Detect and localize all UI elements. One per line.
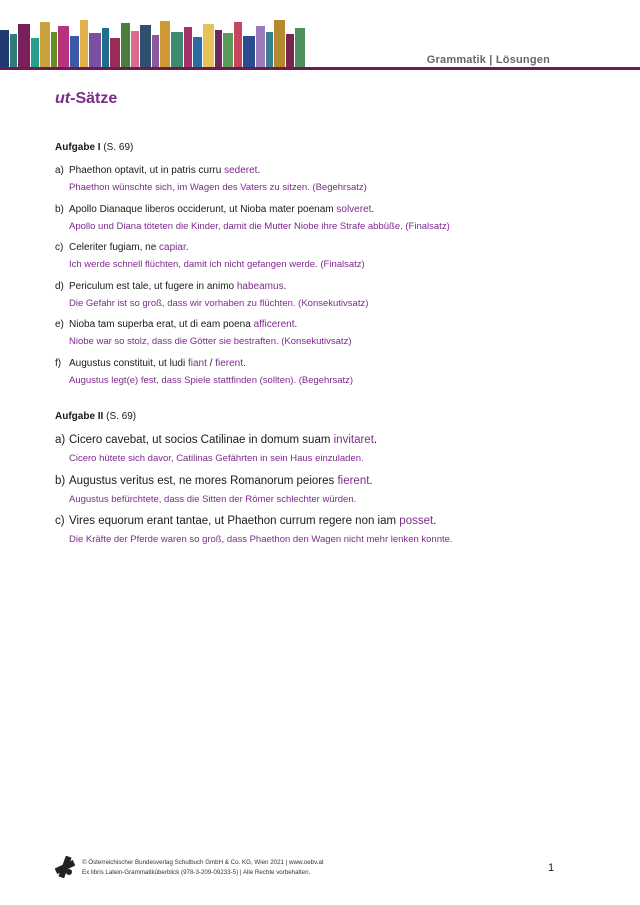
german-translation: Apollo und Diana töteten die Kinder, damit die Mutter Niobe ihre Strafe abbüße. (Finalsatz) <box>69 220 450 232</box>
book-spine <box>234 22 242 68</box>
latin-text: Nioba tam superba erat, ut di eam poena <box>69 319 254 331</box>
latin-sentence <box>69 281 286 292</box>
item-label: a) <box>55 165 64 176</box>
verb-form: invitaret <box>333 434 374 446</box>
latin-text: Cicero cavebat, ut socios Catilinae in domum suam <box>69 434 334 446</box>
item-label: b) <box>55 203 64 215</box>
sentence-end: . <box>371 203 375 215</box>
verb-form: habeamus <box>236 280 284 292</box>
book-spine <box>121 23 130 68</box>
verb-form: fierent <box>215 358 244 369</box>
header-title: Grammatik | Lösungen <box>426 54 550 66</box>
book-spine <box>184 27 192 68</box>
bookshelf-decoration <box>0 18 330 68</box>
book-spine <box>80 20 88 68</box>
verb-form: solveret <box>336 203 372 215</box>
book-spine <box>40 22 50 68</box>
german-translation: Ich werde schnell flüchten, damit ich nicht gefangen werde. (Finalsatz) <box>69 259 365 271</box>
book-spine <box>256 26 265 68</box>
footer-text <box>82 858 324 878</box>
book-spine <box>203 24 214 68</box>
latin-sentence <box>69 242 189 253</box>
book-spine <box>152 35 159 68</box>
german-translation: Die Kräfte der Pferde waren so groß, dass Phaethon den Wagen nicht mehr lenken konnte. <box>69 534 453 545</box>
book-spine <box>89 33 101 68</box>
latin-sentence <box>69 475 373 487</box>
latin-text: Apollo Dianaque liberos occiderunt, ut Nioba mater poenam <box>69 203 337 215</box>
book-spine <box>131 31 139 68</box>
sentence-end: . <box>369 474 373 487</box>
item-label: c) <box>55 515 65 527</box>
german-translation: Die Gefahr ist so groß, dass wir vorhaben zu flüchten. (Konsekutivsatz) <box>69 297 369 309</box>
german-translation: Augustus legt(e) fest, dass Spiele stattfinden (sollten). (Begehrsatz) <box>69 375 354 386</box>
page-number: 1 <box>548 862 555 874</box>
german-translation: Augustus befürchtete, dass die Sitten der Römer schlechter würden. <box>69 493 357 505</box>
latin-sentence <box>69 165 260 176</box>
item-label: c) <box>55 242 64 254</box>
latin-sentence <box>69 358 246 369</box>
latin-text: Augustus veritus est, ne mores Romanorum peiores <box>69 474 338 487</box>
verb-form: posset <box>399 515 434 527</box>
latin-text: Periculum est tale, ut fugere in animo <box>69 280 237 292</box>
item-label: e) <box>55 319 64 331</box>
german-translation: Phaethon wünschte sich, im Wagen des Vaters zu sitzen. (Begehrsatz) <box>69 182 367 193</box>
latin-text: Phaethon optavit, ut in patris curru <box>69 165 225 176</box>
page-footer <box>55 856 595 886</box>
latin-sentence <box>69 319 297 330</box>
book-spine <box>274 20 285 68</box>
sentence-end: . <box>257 165 261 176</box>
german-translation: Niobe war so stolz, dass die Götter sie bestraften. (Konsekutivsatz) <box>69 336 352 348</box>
title-rest: -Sätze <box>70 90 118 107</box>
book-spine <box>171 32 183 68</box>
german-translation: Cicero hütete sich davor, Catilinas Gefährten in sein Haus einzuladen. <box>69 453 364 464</box>
publisher-logo-icon <box>55 856 75 878</box>
item-label: a) <box>55 434 66 446</box>
latin-sentence <box>69 515 436 527</box>
book-spine <box>140 25 151 68</box>
verb-form: fierent <box>337 474 370 487</box>
sentence-end: . <box>294 319 298 331</box>
book-spine <box>58 26 69 68</box>
book-spine <box>223 33 233 68</box>
latin-text: Augustus constituit, ut ludi <box>69 358 188 369</box>
title-italic: ut <box>55 90 71 107</box>
verb-form: fiant <box>187 358 207 369</box>
book-spine <box>243 36 255 68</box>
verb-form: capiar <box>159 242 186 254</box>
latin-sentence <box>69 434 377 446</box>
book-spine <box>18 24 30 68</box>
book-spine <box>193 37 202 68</box>
book-spine <box>10 34 17 68</box>
latin-text: Celeriter fugiam, ne <box>69 242 160 254</box>
footer-copyright: © Österreichischer Bundesverlag Schulbuch GmbH & Co. KG, Wien 2021 | www.oebv.at <box>82 859 324 866</box>
item-label: b) <box>55 474 66 487</box>
verb-separator: / <box>206 358 216 369</box>
sentence-end: . <box>243 358 246 369</box>
item-label: f) <box>55 358 62 369</box>
verb-form: afficerent <box>253 319 295 331</box>
page-title <box>55 90 117 108</box>
latin-sentence <box>69 204 374 215</box>
sentence-end: . <box>185 242 189 254</box>
book-spine <box>102 28 109 68</box>
header-rule <box>0 67 640 70</box>
book-spine <box>70 36 79 68</box>
sentence-end: . <box>283 280 287 292</box>
book-spine <box>286 34 294 68</box>
book-spine <box>31 38 39 68</box>
book-spine <box>51 32 57 68</box>
book-spine <box>215 30 222 68</box>
aufgabe1-heading: Aufgabe I (S. 69) <box>55 142 134 153</box>
footer-book-info: Ex libris Latein-Grammatiküberblick (978-3-209-09233-5) | Alle Rechte vorbehalten. <box>82 869 311 876</box>
book-spine <box>266 32 273 68</box>
aufgabe2-heading: Aufgabe II (S. 69) <box>55 411 137 422</box>
verb-form: sederet <box>224 165 258 176</box>
book-spine <box>0 30 9 68</box>
book-spine <box>110 38 120 68</box>
sentence-end: . <box>433 515 437 527</box>
book-spine <box>295 28 305 68</box>
item-label: d) <box>55 280 64 292</box>
book-spine <box>160 21 170 68</box>
sentence-end: . <box>373 434 378 446</box>
latin-text: Vires equorum erant tantae, ut Phaethon currum regere non iam <box>69 515 400 527</box>
page-header <box>0 0 640 72</box>
